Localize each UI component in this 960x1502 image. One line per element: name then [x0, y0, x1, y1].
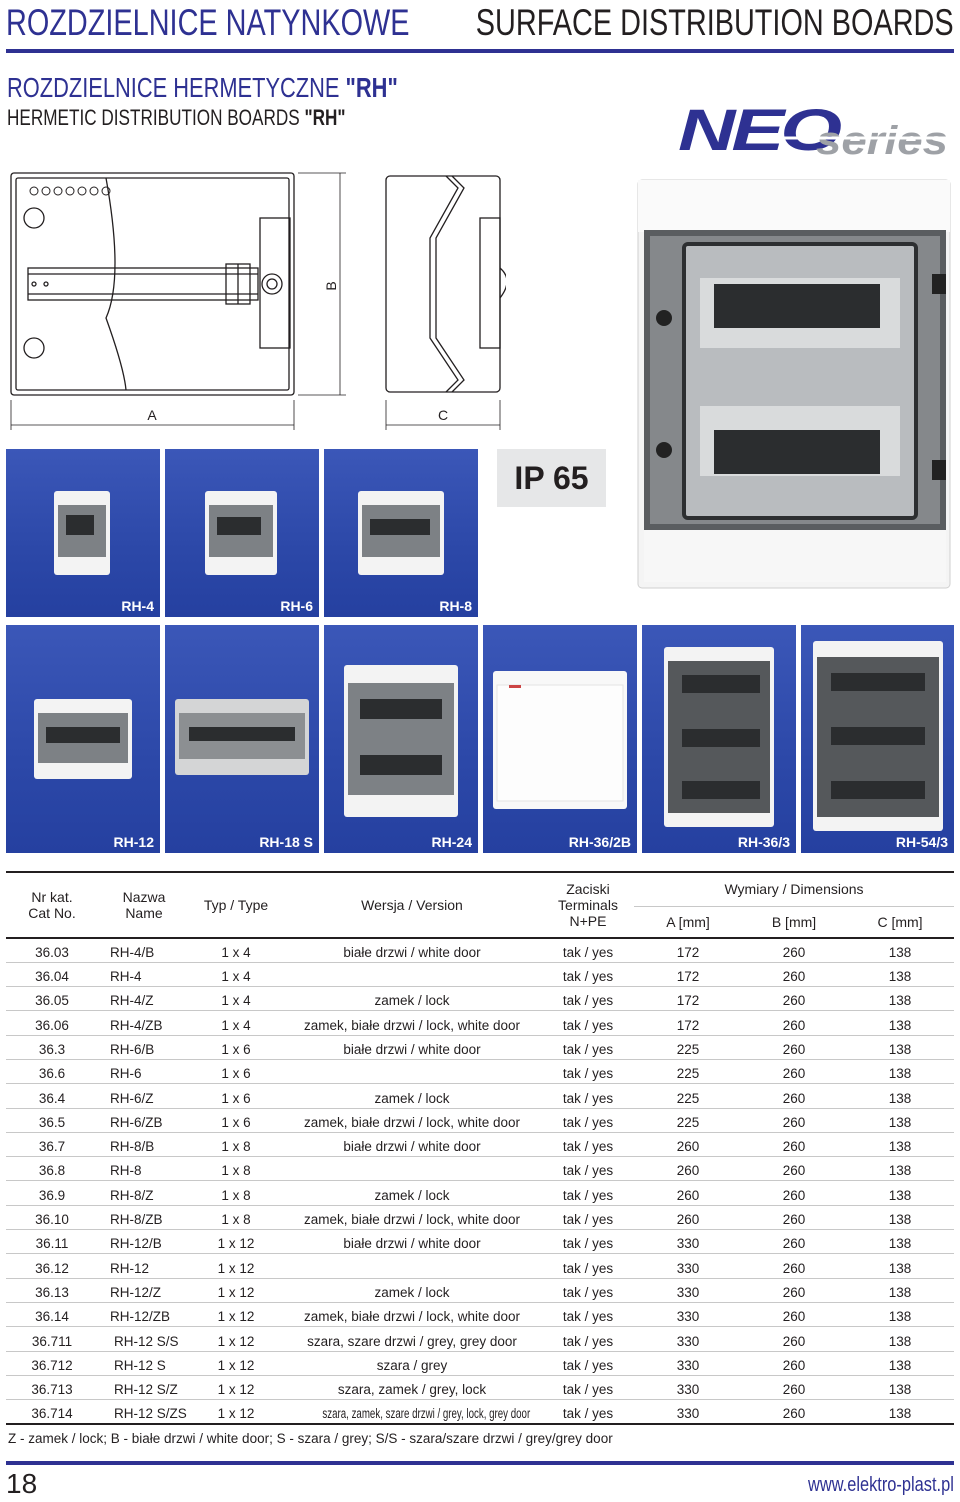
cell-name: RH-12/Z	[98, 1278, 190, 1302]
cell-type: 1 x 8	[190, 1181, 282, 1205]
product-photo-rh-24	[634, 178, 954, 590]
cell-terminals: tak / yes	[542, 1181, 634, 1205]
cell-version	[282, 1059, 542, 1083]
cell-cat-no: 36.13	[6, 1278, 98, 1302]
cell-type: 1 x 8	[190, 1132, 282, 1156]
cell-terminals: tak / yes	[542, 1205, 634, 1229]
cell-name: RH-12/B	[98, 1230, 190, 1254]
table-row	[6, 1254, 954, 1278]
cell-cat-no: 36.05	[6, 987, 98, 1011]
tile-label: RH-24	[431, 834, 472, 850]
cell-name: RH-4	[98, 962, 190, 986]
cell-dim-a: 330	[634, 1327, 742, 1351]
cell-cat-no: 36.713	[6, 1375, 98, 1399]
cell-terminals: tak / yes	[542, 1375, 634, 1399]
cell-name: RH-12	[98, 1254, 190, 1278]
col-header-cat-pl: Nr kat.	[31, 889, 73, 905]
ip-rating-badge: IP 65	[497, 449, 606, 507]
dimension-b-label: B	[323, 281, 339, 291]
cell-dim-c: 138	[846, 1375, 954, 1399]
product-tile-rh-6	[165, 449, 319, 617]
cell-version-text: szara, zamek, szare drzwi / grey, lock, grey door	[322, 1405, 531, 1421]
cell-dim-b: 260	[742, 1230, 846, 1254]
cell-dim-c: 138	[846, 1302, 954, 1326]
cell-type: 1 x 6	[190, 1084, 282, 1108]
product-tile-rh-24	[324, 625, 478, 853]
cell-version: zamek / lock	[282, 1278, 542, 1302]
cell-dim-a: 260	[634, 1132, 742, 1156]
cell-terminals: tak / yes	[542, 1351, 634, 1375]
cell-name: RH-8/B	[98, 1132, 190, 1156]
logo-series: series	[816, 119, 948, 160]
cell-dim-b: 260	[742, 962, 846, 986]
cell-dim-a: 330	[634, 1375, 742, 1399]
cell-version: zamek / lock	[282, 1181, 542, 1205]
cell-version: zamek, białe drzwi / lock, white door	[282, 1205, 542, 1229]
cell-type: 1 x 8	[190, 1157, 282, 1181]
section-title-pl	[7, 72, 398, 104]
cell-dim-a: 172	[634, 1011, 742, 1035]
cell-dim-b: 260	[742, 1375, 846, 1399]
cell-version: zamek, białe drzwi / lock, white door	[282, 1302, 542, 1326]
cell-dim-a: 260	[634, 1157, 742, 1181]
col-header-name-en: Name	[125, 905, 163, 921]
cell-cat-no: 36.03	[6, 938, 98, 962]
cell-dim-b: 260	[742, 1132, 846, 1156]
section-title-pl-code: "RH"	[345, 72, 398, 103]
cell-cat-no: 36.9	[6, 1181, 98, 1205]
cell-version: zamek, białe drzwi / lock, white door	[282, 1108, 542, 1132]
product-tile-rh-18s	[165, 625, 319, 853]
cell-version: zamek / lock	[282, 1084, 542, 1108]
cell-terminals: tak / yes	[542, 1230, 634, 1254]
cell-name: RH-6	[98, 1059, 190, 1083]
product-table	[6, 871, 954, 1425]
cell-dim-a: 225	[634, 1059, 742, 1083]
cell-dim-a: 172	[634, 938, 742, 962]
cell-type: 1 x 12	[190, 1351, 282, 1375]
cell-dim-b: 260	[742, 1302, 846, 1326]
dimension-a-label: A	[147, 407, 157, 423]
cell-version: zamek, białe drzwi / lock, white door	[282, 1011, 542, 1035]
cell-name: RH-12/ZB	[98, 1302, 190, 1326]
table-row	[6, 1011, 954, 1035]
cell-terminals: tak / yes	[542, 962, 634, 986]
cell-version: białe drzwi / white door	[282, 1035, 542, 1059]
cell-terminals: tak / yes	[542, 1035, 634, 1059]
cell-type: 1 x 12	[190, 1254, 282, 1278]
cell-dim-a: 225	[634, 1084, 742, 1108]
cell-dim-b: 260	[742, 1205, 846, 1229]
cell-dim-b: 260	[742, 1327, 846, 1351]
cell-dim-a: 330	[634, 1351, 742, 1375]
cell-terminals: tak / yes	[542, 987, 634, 1011]
cell-name: RH-4/ZB	[98, 1011, 190, 1035]
cell-cat-no: 36.04	[6, 962, 98, 986]
cell-name: RH-6/ZB	[98, 1108, 190, 1132]
cell-dim-a: 330	[634, 1302, 742, 1326]
cell-dim-b: 260	[742, 1084, 846, 1108]
cell-name: RH-12 S/Z	[98, 1375, 190, 1399]
cell-version: szara / grey	[282, 1351, 542, 1375]
cell-dim-b: 260	[742, 938, 846, 962]
table-row	[6, 1230, 954, 1254]
table-row	[6, 1400, 954, 1424]
cell-type: 1 x 12	[190, 1375, 282, 1399]
cell-dim-c: 138	[846, 1181, 954, 1205]
cell-type: 1 x 4	[190, 962, 282, 986]
cell-cat-no: 36.8	[6, 1157, 98, 1181]
logo-brand: NEO	[678, 98, 842, 160]
col-header-name-pl: Nazwa	[122, 889, 166, 905]
product-image	[483, 625, 637, 853]
cell-name: RH-8/Z	[98, 1181, 190, 1205]
table-row	[6, 987, 954, 1011]
cell-dim-a: 260	[634, 1205, 742, 1229]
cell-name: RH-8	[98, 1157, 190, 1181]
cell-terminals: tak / yes	[542, 1011, 634, 1035]
cell-type: 1 x 6	[190, 1108, 282, 1132]
cell-dim-c: 138	[846, 1351, 954, 1375]
cell-dim-c: 138	[846, 1084, 954, 1108]
product-image	[6, 625, 160, 853]
cell-version	[282, 962, 542, 986]
cell-dim-c: 138	[846, 1132, 954, 1156]
cell-dim-b: 260	[742, 1011, 846, 1035]
cell-name: RH-4/B	[98, 938, 190, 962]
cell-cat-no: 36.06	[6, 1011, 98, 1035]
cell-cat-no: 36.14	[6, 1302, 98, 1326]
cell-version: białe drzwi / white door	[282, 938, 542, 962]
cell-dim-a: 172	[634, 962, 742, 986]
cell-name: RH-6/Z	[98, 1084, 190, 1108]
table-row	[6, 1302, 954, 1326]
cell-version: szara, szare drzwi / grey, grey door	[282, 1327, 542, 1351]
cell-cat-no: 36.3	[6, 1035, 98, 1059]
table-row	[6, 1108, 954, 1132]
section-title-en	[7, 105, 346, 131]
cell-dim-a: 225	[634, 1035, 742, 1059]
cell-dim-b: 260	[742, 987, 846, 1011]
cell-dim-c: 138	[846, 1011, 954, 1035]
page-title-pl: ROZDZIELNICE NATYNKOWE	[6, 2, 410, 43]
tile-label: RH-54/3	[895, 834, 948, 850]
table-row	[6, 1059, 954, 1083]
cell-type: 1 x 6	[190, 1059, 282, 1083]
table-row	[6, 1278, 954, 1302]
cell-dim-c: 138	[846, 1205, 954, 1229]
table-row	[6, 1375, 954, 1399]
cell-type: 1 x 12	[190, 1302, 282, 1326]
cell-terminals: tak / yes	[542, 1132, 634, 1156]
cell-terminals: tak / yes	[542, 1108, 634, 1132]
cell-dim-a: 330	[634, 1278, 742, 1302]
header-rule	[6, 49, 954, 53]
cell-cat-no: 36.12	[6, 1254, 98, 1278]
cell-dim-b: 260	[742, 1254, 846, 1278]
cell-name: RH-12 S/ZS	[98, 1400, 190, 1424]
col-header-dimensions: Wymiary / Dimensions	[634, 872, 954, 906]
col-header-version: Wersja / Version	[282, 872, 542, 938]
cell-dim-b: 260	[742, 1351, 846, 1375]
cell-terminals: tak / yes	[542, 1327, 634, 1351]
cell-dim-b: 260	[742, 1181, 846, 1205]
table-row	[6, 1205, 954, 1229]
page-title-en: SURFACE DISTRIBUTION BOARDS	[476, 2, 954, 43]
cell-cat-no: 36.7	[6, 1132, 98, 1156]
cell-name: RH-6/B	[98, 1035, 190, 1059]
col-header-terminals-pl: Zaciski	[566, 881, 610, 897]
cell-version	[282, 1157, 542, 1181]
product-image	[6, 449, 160, 617]
tile-label: RH-12	[113, 834, 154, 850]
product-image	[642, 625, 796, 853]
col-header-terminals-en: Terminals	[558, 897, 618, 913]
cell-dim-a: 330	[634, 1230, 742, 1254]
section-title-pl-text: ROZDZIELNICE HERMETYCZNE	[7, 72, 346, 103]
cell-type: 1 x 6	[190, 1035, 282, 1059]
cell-version: białe drzwi / white door	[282, 1132, 542, 1156]
cell-terminals: tak / yes	[542, 1278, 634, 1302]
cell-name: RH-12 S/S	[98, 1327, 190, 1351]
col-header-cat-en: Cat No.	[28, 905, 76, 921]
cell-cat-no: 36.712	[6, 1351, 98, 1375]
cell-cat-no: 36.711	[6, 1327, 98, 1351]
cell-dim-c: 138	[846, 1035, 954, 1059]
table-row	[6, 1181, 954, 1205]
cell-dim-c: 138	[846, 1230, 954, 1254]
table-row	[6, 938, 954, 962]
cell-dim-a: 225	[634, 1108, 742, 1132]
cell-dim-a: 330	[634, 1254, 742, 1278]
cell-cat-no: 36.4	[6, 1084, 98, 1108]
table-row	[6, 1132, 954, 1156]
product-image	[165, 625, 319, 853]
product-image	[165, 449, 319, 617]
cell-type: 1 x 12	[190, 1278, 282, 1302]
cell-version: białe drzwi / white door	[282, 1230, 542, 1254]
product-image	[324, 625, 478, 853]
col-header-name	[98, 872, 190, 938]
cell-type: 1 x 12	[190, 1327, 282, 1351]
product-tile-rh-12	[6, 625, 160, 853]
legend-note: Z - zamek / lock; B - białe drzwi / white door; S - szara / grey; S/S - szara/szare drzwi / grey/grey door	[8, 1431, 613, 1446]
cell-dim-b: 260	[742, 1059, 846, 1083]
cell-dim-b: 260	[742, 1035, 846, 1059]
cell-dim-a: 330	[634, 1400, 742, 1424]
table-row	[6, 1351, 954, 1375]
col-header-terminals	[542, 872, 634, 938]
cell-type: 1 x 12	[190, 1230, 282, 1254]
tile-label: RH-36/2B	[568, 834, 631, 850]
cell-terminals: tak / yes	[542, 1157, 634, 1181]
technical-drawing	[6, 168, 506, 438]
cell-version: zamek / lock	[282, 987, 542, 1011]
cell-type: 1 x 4	[190, 987, 282, 1011]
cell-dim-b: 260	[742, 1400, 846, 1424]
product-image	[324, 449, 478, 617]
cell-type: 1 x 12	[190, 1400, 282, 1424]
cell-type: 1 x 8	[190, 1205, 282, 1229]
footer-rule	[6, 1461, 954, 1465]
col-header-a: A [mm]	[666, 913, 710, 930]
cell-dim-a: 260	[634, 1181, 742, 1205]
cell-version: szara, zamek / grey, lock	[282, 1375, 542, 1399]
table-row	[6, 1157, 954, 1181]
table-row	[6, 1327, 954, 1351]
cell-version	[282, 1400, 542, 1424]
cell-dim-c: 138	[846, 1254, 954, 1278]
cell-terminals: tak / yes	[542, 1059, 634, 1083]
cell-version	[282, 1254, 542, 1278]
section-title-en-text: HERMETIC DISTRIBUTION BOARDS	[7, 105, 305, 130]
cell-dim-c: 138	[846, 962, 954, 986]
col-header-terminals-np: N+PE	[569, 913, 607, 929]
table-row	[6, 1084, 954, 1108]
col-header-b: B [mm]	[771, 913, 817, 930]
tile-label: RH-18 S	[259, 834, 313, 850]
cell-name: RH-8/ZB	[98, 1205, 190, 1229]
cell-name: RH-12 S	[98, 1351, 190, 1375]
website-link[interactable]: www.elektro-plast.pl	[808, 1474, 954, 1496]
cell-terminals: tak / yes	[542, 938, 634, 962]
cell-dim-c: 138	[846, 1327, 954, 1351]
tile-label: RH-36/3	[737, 834, 790, 850]
col-header-c: C [mm]	[877, 913, 923, 930]
product-tile-rh-8	[324, 449, 478, 617]
cell-cat-no: 36.6	[6, 1059, 98, 1083]
cell-dim-c: 138	[846, 938, 954, 962]
page-number: 18	[6, 1468, 38, 1499]
cell-name: RH-4/Z	[98, 987, 190, 1011]
table-row	[6, 1035, 954, 1059]
cell-dim-c: 138	[846, 1278, 954, 1302]
product-tile-rh-54-3	[801, 625, 954, 853]
cell-terminals: tak / yes	[542, 1254, 634, 1278]
cell-terminals: tak / yes	[542, 1400, 634, 1424]
tile-label: RH-4	[121, 598, 154, 614]
cell-cat-no: 36.11	[6, 1230, 98, 1254]
cell-type: 1 x 4	[190, 938, 282, 962]
dimension-c-label: C	[437, 407, 449, 423]
col-header-cat	[6, 872, 98, 938]
cell-dim-b: 260	[742, 1278, 846, 1302]
cell-dim-c: 138	[846, 1059, 954, 1083]
product-tile-rh-36-2b	[483, 625, 637, 853]
product-image	[801, 625, 954, 853]
cell-dim-c: 138	[846, 1157, 954, 1181]
cell-cat-no: 36.5	[6, 1108, 98, 1132]
product-tile-rh-4	[6, 449, 160, 617]
cell-dim-c: 138	[846, 1400, 954, 1424]
product-tile-rh-36-3	[642, 625, 796, 853]
cell-terminals: tak / yes	[542, 1302, 634, 1326]
section-title-en-code: "RH"	[304, 105, 346, 130]
neo-series-logo	[676, 98, 956, 160]
tile-label: RH-8	[439, 598, 472, 614]
tile-label: RH-6	[280, 598, 313, 614]
table-row	[6, 962, 954, 986]
cell-dim-b: 260	[742, 1157, 846, 1181]
cell-type: 1 x 4	[190, 1011, 282, 1035]
cell-dim-c: 138	[846, 1108, 954, 1132]
cell-cat-no: 36.714	[6, 1400, 98, 1424]
cell-dim-a: 172	[634, 987, 742, 1011]
cell-dim-b: 260	[742, 1108, 846, 1132]
cell-cat-no: 36.10	[6, 1205, 98, 1229]
cell-terminals: tak / yes	[542, 1084, 634, 1108]
cell-dim-c: 138	[846, 987, 954, 1011]
col-header-type: Typ / Type	[190, 872, 282, 938]
